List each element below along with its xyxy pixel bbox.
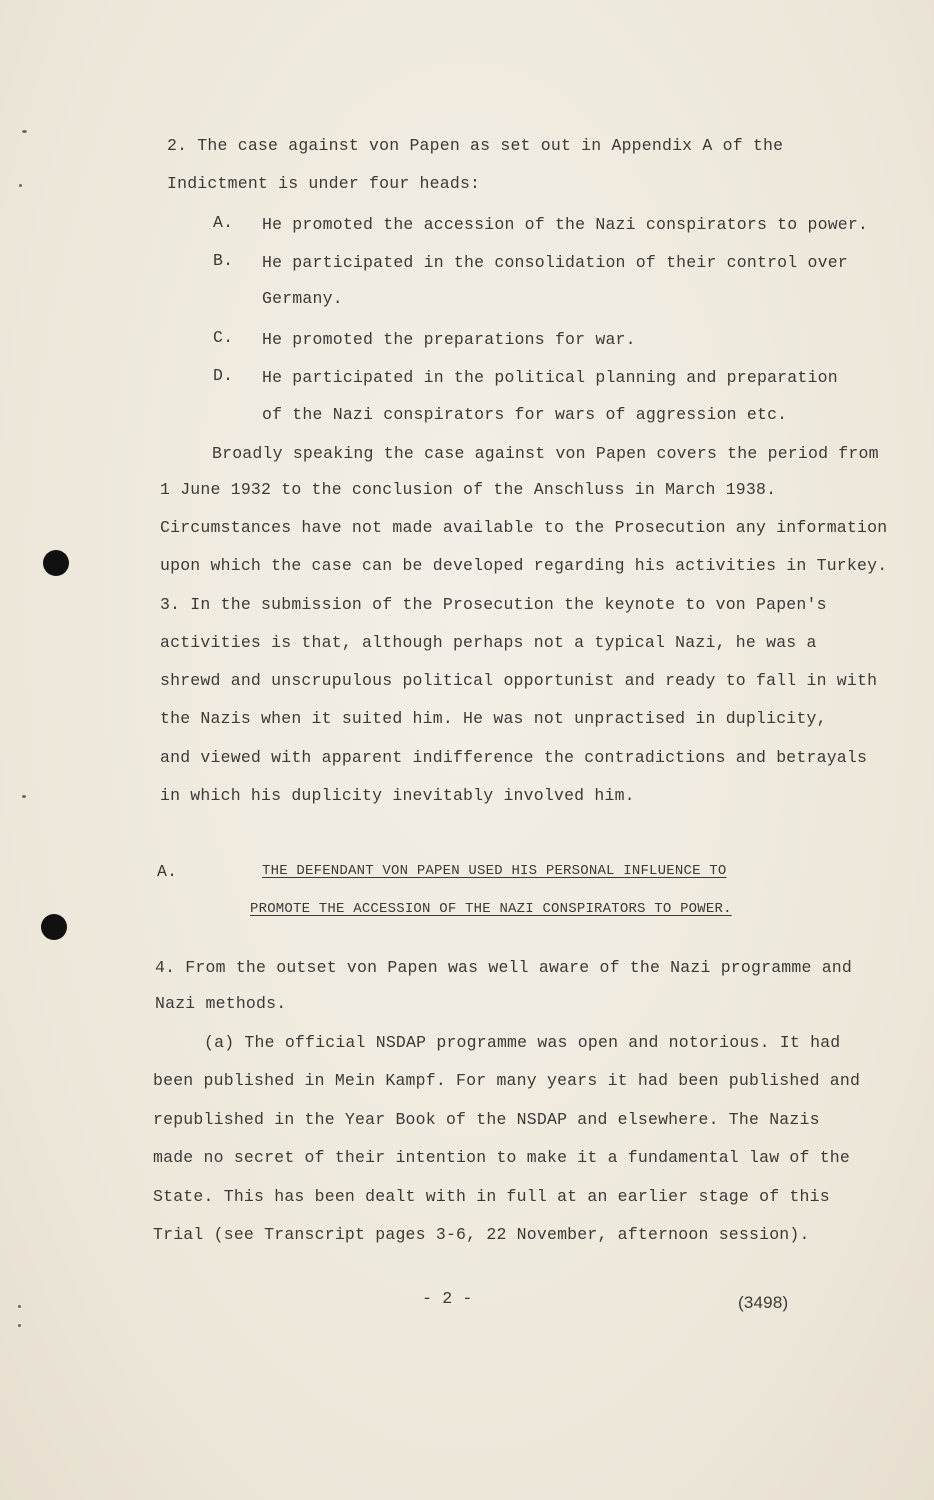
paragraph-4a-line-2: been published in Mein Kampf. For many years it had been published and bbox=[153, 1071, 861, 1090]
paragraph-4-line-2: Nazi methods. bbox=[155, 994, 287, 1013]
section-heading-line-2: PROMOTE THE ACCESSION OF THE NAZI CONSPIRATORS TO POWER. bbox=[250, 901, 732, 917]
head-letter-a: A. bbox=[213, 213, 234, 232]
paragraph-3-line-6: in which his duplicity inevitably involved him. bbox=[160, 786, 635, 805]
paragraph-3-line-5: and viewed with apparent indifference the contradictions and betrayals bbox=[160, 748, 868, 767]
margin-speck bbox=[18, 1324, 21, 1327]
head-letter-b: B. bbox=[213, 251, 234, 270]
head-a-line-1: He promoted the accession of the Nazi conspirators to power. bbox=[262, 215, 869, 234]
paragraph-3-line-3: shrewd and unscrupulous political opportunist and ready to fall in with bbox=[160, 671, 878, 690]
paragraph-2-line-2: Indictment is under four heads: bbox=[167, 174, 481, 193]
paragraph-4a-line-4: made no secret of their intention to make it a fundamental law of the bbox=[153, 1148, 851, 1167]
head-letter-d: D. bbox=[213, 366, 234, 385]
page-number: - 2 - bbox=[422, 1289, 473, 1308]
paragraph-3-line-2: activities is that, although perhaps not a typical Nazi, he was a bbox=[160, 633, 817, 652]
section-heading-line-1: THE DEFENDANT VON PAPEN USED HIS PERSONAL INFLUENCE TO bbox=[262, 863, 727, 879]
punch-hole-upper bbox=[43, 550, 69, 576]
punch-hole-lower bbox=[41, 914, 67, 940]
document-number: (3498) bbox=[738, 1293, 789, 1312]
broadly-line-2: 1 June 1932 to the conclusion of the Anschluss in March 1938. bbox=[160, 480, 777, 499]
margin-speck bbox=[22, 130, 27, 133]
paragraph-4a-line-6: Trial (see Transcript pages 3-6, 22 November, afternoon session). bbox=[153, 1225, 810, 1244]
paragraph-4a-line-5: State. This has been dealt with in full at an earlier stage of this bbox=[153, 1187, 830, 1206]
paragraph-4a-line-1: (a) The official NSDAP programme was open and notorious. It had bbox=[204, 1033, 841, 1052]
paragraph-4-line-1: 4. From the outset von Papen was well aware of the Nazi programme and bbox=[155, 958, 853, 977]
head-d-line-2: of the Nazi conspirators for wars of aggression etc. bbox=[262, 405, 788, 424]
head-b-line-2: Germany. bbox=[262, 289, 343, 308]
broadly-line-4: upon which the case can be developed regarding his activities in Turkey. bbox=[160, 556, 888, 575]
broadly-line-1: Broadly speaking the case against von Papen covers the period from bbox=[212, 444, 879, 463]
paragraph-3-line-4: the Nazis when it suited him. He was not unpractised in duplicity, bbox=[160, 709, 827, 728]
head-d-line-1: He participated in the political planning and preparation bbox=[262, 368, 838, 387]
head-letter-c: C. bbox=[213, 328, 234, 347]
section-letter: A. bbox=[157, 862, 178, 881]
margin-speck bbox=[19, 184, 22, 187]
margin-speck bbox=[22, 795, 26, 798]
head-b-line-1: He participated in the consolidation of their control over bbox=[262, 253, 848, 272]
paragraph-2-line-1: 2. The case against von Papen as set out in Appendix A of the bbox=[167, 136, 784, 155]
margin-speck bbox=[18, 1305, 21, 1308]
head-c-line-1: He promoted the preparations for war. bbox=[262, 330, 636, 349]
paragraph-4a-line-3: republished in the Year Book of the NSDAP and elsewhere. The Nazis bbox=[153, 1110, 820, 1129]
broadly-line-3: Circumstances have not made available to the Prosecution any information bbox=[160, 518, 888, 537]
paragraph-3-line-1: 3. In the submission of the Prosecution the keynote to von Papen's bbox=[160, 595, 827, 614]
